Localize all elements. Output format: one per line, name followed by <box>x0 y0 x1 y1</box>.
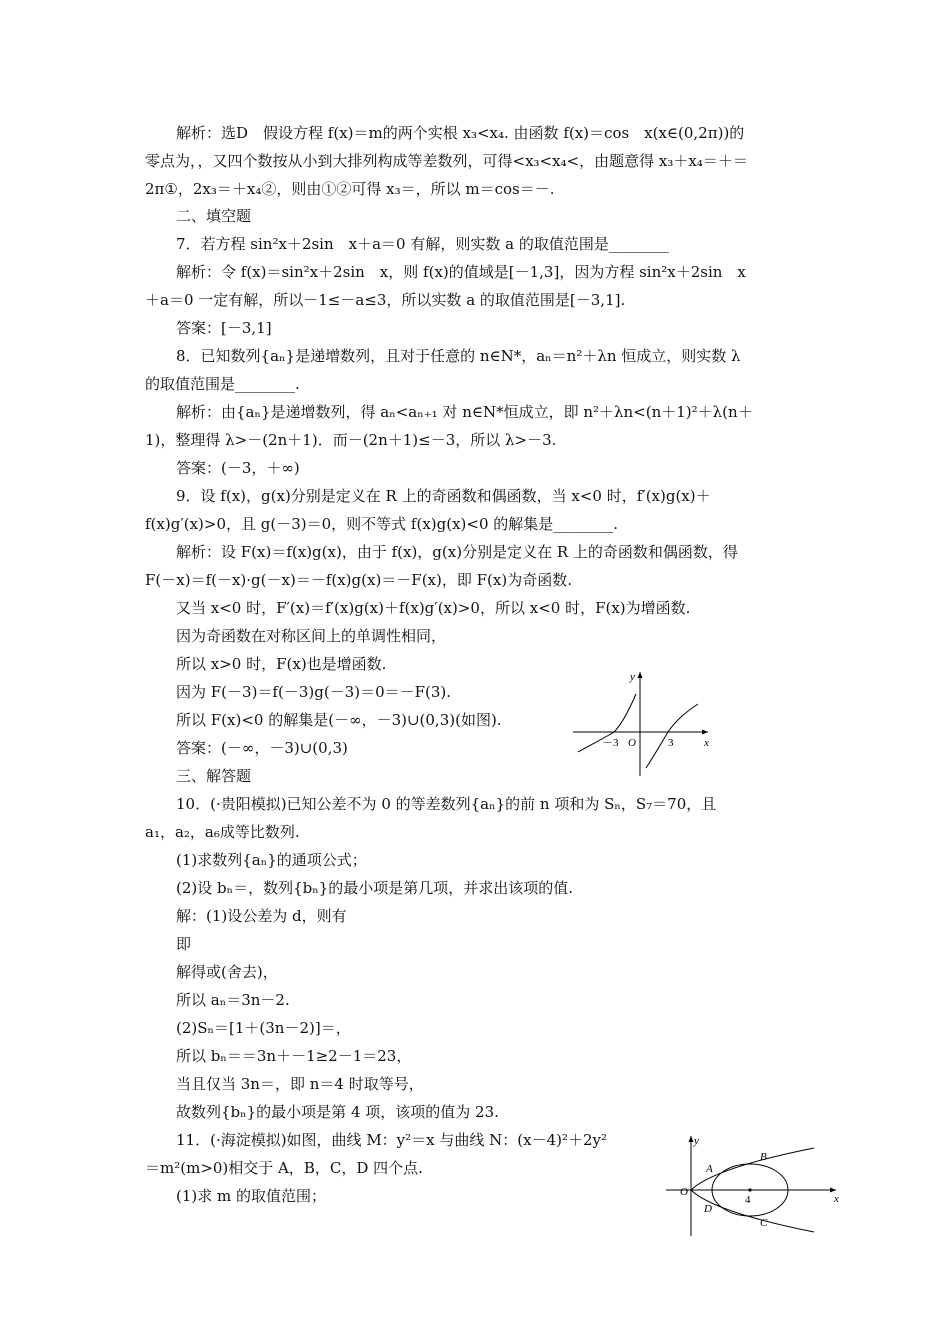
text-line: 解析：设 F(x)＝f(x)g(x)，由于 f(x)，g(x)分别是定义在 R 上的奇函数和偶函数，得 <box>176 543 738 561</box>
origin-label: O <box>628 737 636 749</box>
text-line: 所以 aₙ＝3n－2. <box>176 991 290 1009</box>
x-axis-label: x <box>704 737 709 749</box>
y-axis-label: y <box>694 1135 699 1147</box>
question-line: 10．(·贵阳模拟)已知公差不为 0 的等差数列{aₙ}的前 n 项和为 Sₙ，S₇＝70，且 <box>176 795 717 813</box>
tick-label-4: 4 <box>745 1194 751 1206</box>
question-line: 7．若方程 sin²x＋2sin x＋a＝0 有解，则实数 a 的取值范围是________ <box>176 235 669 253</box>
text-line: (1)求数列{aₙ}的通项公式； <box>176 851 367 869</box>
point-label-C: C <box>760 1217 768 1229</box>
text-line: 解得或(舍去)， <box>176 963 278 981</box>
tick-label-3: 3 <box>668 737 674 749</box>
origin-label: O <box>680 1186 688 1198</box>
y-axis-label: y <box>630 671 635 683</box>
answer-line: 答案：(－∞，－3)∪(0,3) <box>176 739 348 757</box>
x-axis-arrow <box>702 730 708 735</box>
text-line: 的取值范围是________. <box>145 375 300 393</box>
text-line: 故数列{bₙ}的最小项是第 4 项，该项的值为 23. <box>176 1103 499 1121</box>
text-line: 即 <box>176 935 192 953</box>
text-line: 所以 x>0 时，F(x)也是增函数. <box>176 655 387 673</box>
text-line: F(－x)＝f(－x)·g(－x)＝－f(x)g(x)＝－F(x)，即 F(x)为奇函数. <box>145 571 572 589</box>
text-line: 当且仅当 3n＝，即 n＝4 时取等号， <box>176 1075 424 1093</box>
text-line: 所以 bₙ＝＝3n＋－1≥2－1＝23， <box>176 1047 412 1065</box>
question-line: 9．设 f(x)，g(x)分别是定义在 R 上的奇函数和偶函数，当 x<0 时，f′(x)g(x)＋ <box>176 487 711 505</box>
text-line: 因为 F(－3)＝f(－3)g(－3)＝0＝－F(3). <box>176 683 452 701</box>
text-line: 所以 F(x)<0 的解集是(－∞，－3)∪(0,3)(如图). <box>176 711 502 729</box>
answer-line: 答案：(－3，＋∞) <box>176 459 300 477</box>
point-label-A: A <box>706 1163 713 1175</box>
text-line: 1)，整理得 λ>－(2n＋1)．而－(2n＋1)≤－3，所以 λ>－3. <box>145 431 557 449</box>
text-line: 解析：由{aₙ}是递增数列，得 aₙ<aₙ₊₁ 对 n∈N*恒成立，即 n²＋λn<(n＋1)²＋λ(n＋ <box>176 403 753 421</box>
curves-intersection-figure <box>664 1130 844 1240</box>
text-line: 因为奇函数在对称区间上的单调性相同， <box>176 627 447 645</box>
question-line: 8．已知数列{aₙ}是递增数列，且对于任意的 n∈N*，aₙ＝n²＋λn 恒成立，则实数 λ <box>176 347 741 365</box>
text-line: (2)设 bₙ＝，数列{bₙ}的最小项是第几项，并求出该项的值. <box>176 879 574 897</box>
text-line: 零点为，，又四个数按从小到大排列构成等差数列，可得<x₃<x₄<，由题意得 x₃＋x₄＝＋＝ <box>145 152 748 170</box>
ellipse-center-point <box>748 1188 751 1191</box>
text-line: 2π①，2x₃＝＋x₄②，则由①②可得 x₃＝，所以 m＝cos＝－. <box>145 180 555 198</box>
x-axis-arrow <box>830 1188 836 1193</box>
function-graph-figure <box>568 664 718 779</box>
text-line: 解析：选D 假设方程 f(x)＝m的两个实根 x₃<x₄. 由函数 f(x)＝cos x(x∈(0,2π))的 <box>176 124 745 142</box>
text-line: f(x)g′(x)>0，且 g(－3)＝0，则不等式 f(x)g(x)<0 的解集是________. <box>145 515 619 533</box>
x-axis-label: x <box>834 1193 839 1205</box>
y-axis-arrow <box>689 1136 694 1142</box>
text-line: ＋a＝0 一定有解，所以－1≤－a≤3，所以实数 a 的取值范围是[－3,1]. <box>145 291 626 309</box>
tick-label-neg3: －3 <box>602 737 619 749</box>
text-line: (2)Sₙ＝[1＋(3n－2)]＝， <box>176 1019 351 1037</box>
text-line: (1)求 m 的取值范围； <box>176 1187 327 1205</box>
text-line: ＝m²(m>0)相交于 A，B，C，D 四个点. <box>145 1159 423 1177</box>
point-label-B: B <box>760 1151 767 1163</box>
section-heading: 二、填空题 <box>176 207 252 225</box>
section-heading: 三、解答题 <box>176 767 252 785</box>
text-line: 解析：令 f(x)＝sin²x＋2sin x，则 f(x)的值域是[－1,3]，因为方程 sin²x＋2sin x <box>176 263 746 281</box>
text-line: a₁，a₂，a₆成等比数列. <box>145 823 300 841</box>
text-line: 解：(1)设公差为 d，则有 <box>176 907 347 925</box>
y-axis-arrow <box>638 672 643 678</box>
curve-right-branch <box>646 704 698 768</box>
question-line: 11．(·海淀模拟)如图，曲线 M：y²＝x 与曲线 N：(x－4)²＋2y² <box>176 1131 608 1149</box>
text-line: 又当 x<0 时，F′(x)＝f′(x)g(x)＋f(x)g′(x)>0，所以 x<0 时，F(x)为增函数. <box>176 599 691 617</box>
answer-line: 答案：[－3,1] <box>176 319 272 337</box>
point-label-D: D <box>704 1203 712 1215</box>
